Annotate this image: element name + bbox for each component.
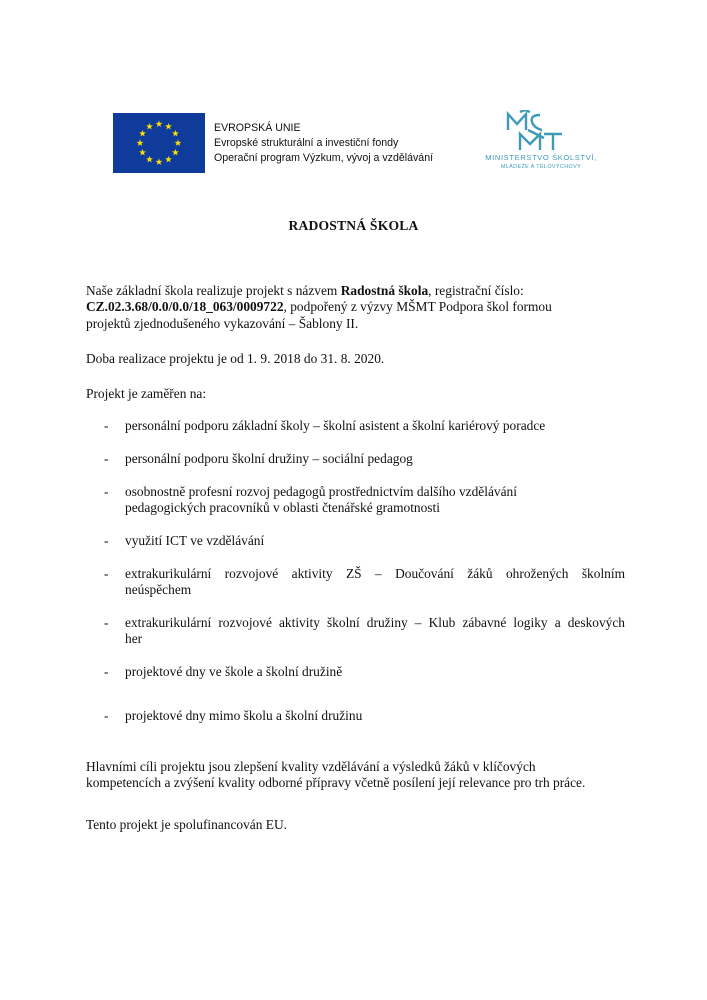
eu-star-icon	[172, 149, 179, 156]
eu-star-icon	[146, 156, 153, 163]
list-item-line: pedagogických pracovníků v oblasti čtenářské gramotnosti	[125, 500, 440, 516]
eu-star-icon	[165, 156, 172, 163]
msmt-mark-icon	[506, 110, 576, 152]
eu-logo-line-1: EVROPSKÁ UNIE	[214, 122, 301, 134]
intro-text-2: , registrační číslo:	[428, 283, 524, 298]
list-item-text	[125, 484, 625, 517]
eu-star-icon	[156, 158, 163, 165]
list-item-text: projektové dny mimo školu a školní družinu	[125, 708, 363, 723]
msmt-logo	[476, 110, 606, 182]
intro-text-4: projektů zjednodušeného vykazování – Šablony II.	[86, 315, 359, 331]
goals-paragraph	[86, 759, 626, 792]
registration-number: CZ.02.3.68/0.0/0.0/18_063/0009722	[86, 299, 284, 315]
bullet-dash: -	[104, 664, 109, 679]
eu-star-icon	[165, 123, 172, 130]
eu-star-icon	[175, 139, 182, 146]
list-item-line: osobnostně profesní rozvoj pedagogů prostřednictvím dalšího vzdělávání	[125, 484, 517, 499]
list-item-text	[125, 566, 625, 599]
duration-paragraph: Doba realizace projektu je od 1. 9. 2018 do 31. 8. 2020.	[86, 351, 385, 366]
goals-line-1: Hlavními cíli projektu jsou zlepšení kvality vzdělávání a výsledků žáků v klíčových	[86, 759, 536, 774]
eu-star-icon	[172, 130, 179, 137]
eu-star-icon	[139, 130, 146, 137]
eu-flag-icon	[113, 113, 205, 173]
project-name: Radostná škola	[340, 283, 429, 298]
eu-star-icon	[137, 139, 144, 146]
eu-star-icon	[139, 149, 146, 156]
intro-paragraph	[86, 283, 626, 332]
list-item-line: extrakurikulární rozvojové aktivity ZŠ – Doučování žáků ohrožených školním	[125, 566, 625, 581]
eu-star-icon	[156, 120, 163, 127]
msmt-name	[476, 153, 606, 171]
msmt-name-line-1: MINISTERSTVO ŠKOLSTVÍ,	[485, 153, 597, 162]
funding-paragraph: Tento projekt je spolufinancován EU.	[86, 817, 287, 832]
bullet-dash: -	[104, 615, 109, 630]
bullet-dash: -	[104, 566, 109, 581]
eu-logo-text	[214, 121, 433, 166]
bullet-dash: -	[104, 451, 109, 466]
bullet-dash: -	[104, 708, 109, 723]
msmt-name-line-2: MLÁDEŽE A TĚLOVÝCHOVY	[500, 164, 582, 170]
list-item-text: projektové dny ve škole a školní družině	[125, 664, 343, 679]
list-item-text: využití ICT ve vzdělávání	[125, 533, 265, 548]
eu-logo-line-2: Evropské strukturální a investiční fondy	[214, 137, 399, 149]
bullet-dash: -	[104, 533, 109, 548]
intro-text-1: Naše základní škola realizuje projekt s názvem	[86, 283, 341, 298]
list-item-line: her	[125, 631, 143, 647]
list-item-line: neúspěchem	[125, 582, 192, 598]
list-item-line: extrakurikulární rozvojové aktivity školní družiny – Klub zábavné logiky a deskových	[125, 615, 625, 630]
list-item-text: personální podporu základní školy – školní asistent a školní kariérový poradce	[125, 418, 546, 433]
list-item-text	[125, 615, 625, 648]
list-item-text: personální podporu školní družiny – sociální pedagog	[125, 451, 413, 466]
document-title: RADOSTNÁ ŠKOLA	[288, 218, 419, 233]
eu-logo-line-3: Operační program Výzkum, vývoj a vzdělávání	[214, 152, 434, 164]
eu-star-icon	[146, 123, 153, 130]
intro-text-3: , podpořený z výzvy MŠMT Podpora škol formou	[283, 299, 552, 315]
bullet-dash: -	[104, 418, 109, 433]
bullet-dash: -	[104, 484, 109, 499]
goals-line-2: kompetencích a zvýšení kvality odborné přípravy včetně posílení její relevance pro trh práce.	[86, 775, 586, 791]
focus-heading: Projekt je zaměřen na:	[86, 386, 207, 401]
